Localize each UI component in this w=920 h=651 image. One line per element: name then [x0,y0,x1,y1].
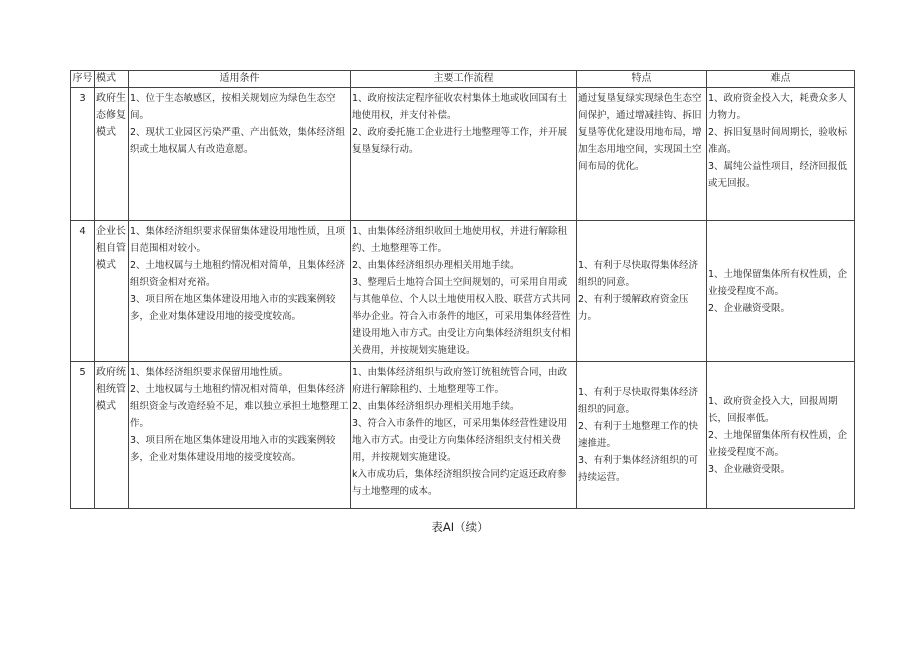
difficulty-item: 2、企业融资受限。 [708,302,791,314]
workflow-item: 2、由集体经济组织办理相关用地手续。 [352,260,520,271]
difficulties-cell [707,362,855,509]
difficulty-item: 1、政府资金投入大，回报周期长，回报率低。 [708,395,838,424]
header-row [71,71,855,88]
header-mode: 模式 [95,71,129,88]
feature-item: 3、有利于集体经济组织的可持续运营。 [578,455,699,483]
header-features: 特点 [577,71,707,88]
difficulty-item: 2、土地保留集体所有权性质，企业接受程度不高。 [708,429,848,458]
condition-item: 3、项目所在地区集体建设用地入市的实践案例较多，企业对集体建设用地的接受度较高。 [130,294,336,322]
workflow-item: k入市成功后，集体经济组织按合同约定返还政府参与土地整理的成本。 [352,469,567,497]
header-difficulties: 难点 [707,71,855,88]
difficulty-item: 1、政府资金投入大，耗费众多人力物力。 [708,93,848,121]
feature-item: 1、有利于尽快取得集体经济组织的同意。 [578,260,699,288]
workflow-item: 2、政府委托施工企业进行土地整理等工作，并开展复垦复绿行动。 [352,127,568,155]
header-conditions: 适用条件 [129,71,351,88]
difficulty-item: 1、土地保留集体所有权性质，企业接受程度不高。 [708,268,848,297]
features-cell [577,221,707,362]
mode-name: 政府生态修复模式 [95,88,129,221]
row-number: 5 [71,362,95,509]
row-number: 4 [71,221,95,362]
condition-item: 1、集体经济组织要求保留集体建设用地性质，且项目范围相对较小。 [130,226,346,254]
workflow-item: 2、由集体经济组织办理相关用地手续。 [352,401,520,412]
condition-item: 1、位于生态敏感区，按相关规划应为绿色生态空间。 [130,93,336,121]
difficulty-item: 2、拆旧复垦时间周期长，验收标准高。 [708,127,848,155]
condition-item: 1、集体经济组织要求保留用地性质。 [130,367,289,378]
modes-table [70,70,855,509]
feature-item: 2、有利于土地整理工作的快速推进。 [578,421,699,449]
feature-item: 2、有利于缓解政府资金压力。 [578,294,689,322]
mode-name: 企业长租自管模式 [95,221,129,362]
condition-item: 2、现状工业园区污染严重、产出低效，集体经济组织或土地权属人有改造意愿。 [130,127,346,155]
feature-item: 1、有利于尽快取得集体经济组织的同意。 [578,387,699,415]
workflow-cell [351,362,577,509]
workflow-cell [351,221,577,362]
difficulty-item: 3、属纯公益性项目，经济回报低或无回报。 [708,161,848,189]
row-number: 3 [71,88,95,221]
conditions-cell [129,88,351,221]
condition-item: 3、项目所在地区集体建设用地入市的实践案例较多，企业对集体建设用地的接受度较高。 [130,435,336,463]
condition-item: 2、土地权属与土地租约情况相对简单，但集体经济组织资金与改造经验不足，难以独立承担土地整理工作。 [130,384,349,429]
workflow-cell [351,88,577,221]
difficulties-cell [707,88,855,221]
mode-name: 政府统租统管模式 [95,362,129,509]
conditions-cell [129,362,351,509]
workflow-item: 3、符合入市条件的地区，可采用集体经营性建设用地入市方式。由受让方向集体经济组织支付相关费用，并按规划实施建设。 [352,418,568,463]
header-no: 序号 [71,71,95,88]
table-row [71,221,855,362]
table-caption: 表AI（续） [431,520,489,534]
feature-item: 通过复垦复绿实现绿色生态空间保护，通过增减挂钩、拆旧复垦等优化建设用地布局，增加生态用地空间，实现国土空间布局的优化。 [578,93,702,172]
condition-item: 2、土地权属与土地租约情况相对简单，且集体经济组织资金相对充裕。 [130,260,346,288]
workflow-item: 1、由集体经济组织与政府签订统租统管合同，由政府进行解除租约、土地整理等工作。 [352,367,568,395]
table-row [71,362,855,509]
conditions-cell [129,221,351,362]
header-workflow: 主要工作流程 [351,71,577,88]
difficulty-item: 3、企业融资受限。 [708,463,791,475]
workflow-item: 1、由集体经济组织收回土地使用权，并进行解除租约、土地整理等工作。 [352,226,568,254]
table-row [71,88,855,221]
features-cell [577,362,707,509]
workflow-item: 1、政府按法定程序征收农村集体土地或收回国有土地使用权，并支付补偿。 [352,93,568,121]
difficulties-cell [707,221,855,362]
features-cell [577,88,707,221]
workflow-item: 3、整理后土地符合国土空间规划的，可采用自用或与其他单位、个人以土地使用权入股、联营方式共同举办企业。符合入市条件的地区，可采用集体经营性建设用地入市方式。由受让方向集体经济组织支付相关费用，并按规划实施建设。 [352,277,571,356]
